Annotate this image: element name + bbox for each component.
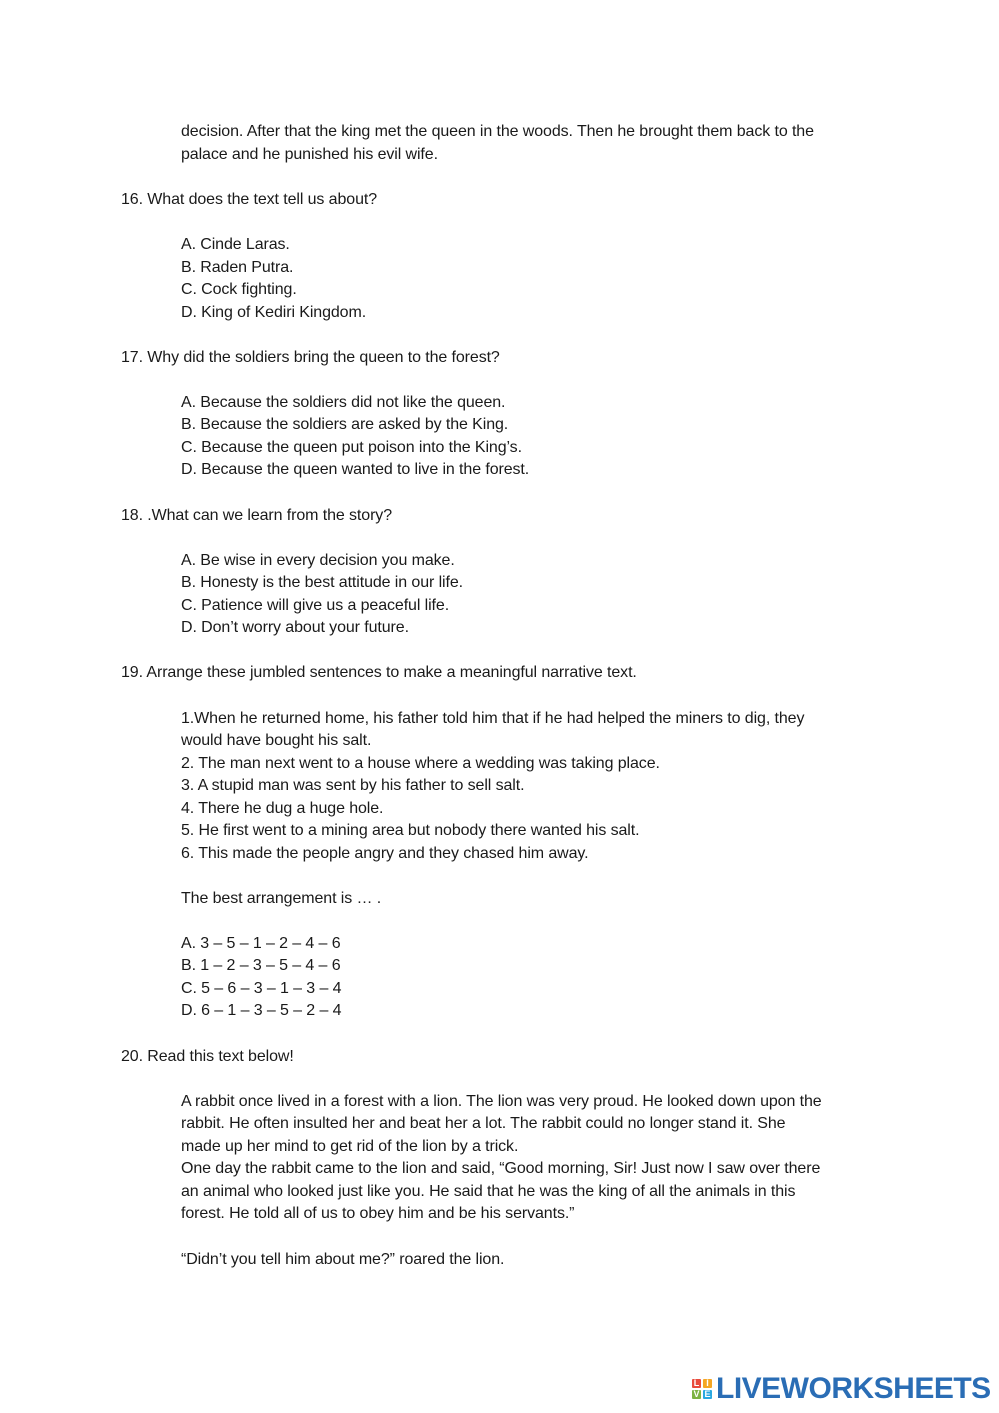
story-line: rabbit. He often insulted her and beat her a lot. The rabbit could no longer stand it. She (181, 1115, 786, 1132)
jumbled-sentence: 2. The man next went to a house where a wedding was taking place. (181, 755, 660, 772)
logo-mark-letter: I (703, 1379, 712, 1388)
q16-option-b[interactable]: B. Raden Putra. (181, 259, 294, 276)
logo-mark-letter: V (693, 1389, 700, 1399)
story-line: made up her mind to get rid of the lion by a trick. (181, 1138, 519, 1155)
question-20-stem: 20. Read this text below! (121, 1048, 294, 1065)
liveworksheets-logo-icon (692, 1375, 714, 1403)
question-16-stem: 16. What does the text tell us about? (121, 191, 378, 208)
story-line: One day the rabbit came to the lion and said, “Good morning, Sir! Just now I saw over there (181, 1160, 821, 1177)
jumbled-sentence: would have bought his salt. (181, 732, 372, 749)
q16-option-a[interactable]: A. Cinde Laras. (181, 236, 290, 253)
question-19-stem: 19. Arrange these jumbled sentences to make a meaningful narrative text. (121, 664, 637, 681)
q16-option-c[interactable]: C. Cock fighting. (181, 281, 297, 298)
passage-line: decision. After that the king met the queen in the woods. Then he brought them back to the (181, 123, 814, 140)
question-18-stem: 18. .What can we learn from the story? (121, 507, 392, 524)
liveworksheets-logo (692, 1372, 991, 1406)
question-17-stem: 17. Why did the soldiers bring the queen to the forest? (121, 349, 500, 366)
q17-option-c[interactable]: C. Because the queen put poison into the King’s. (181, 439, 522, 456)
q19-option-d[interactable]: D. 6 – 1 – 3 – 5 – 2 – 4 (181, 1002, 342, 1019)
jumbled-sentence: 4. There he dug a huge hole. (181, 800, 384, 817)
logo-wordmark: LIVEWORKSHEETS (716, 1372, 991, 1405)
q18-option-c[interactable]: C. Patience will give us a peaceful life. (181, 597, 450, 614)
jumbled-sentence: 6. This made the people angry and they chased him away. (181, 845, 589, 862)
arrangement-prompt: The best arrangement is … . (181, 890, 382, 907)
jumbled-sentence: 5. He first went to a mining area but nobody there wanted his salt. (181, 822, 640, 839)
q16-option-d[interactable]: D. King of Kediri Kingdom. (181, 304, 367, 321)
q18-option-b[interactable]: B. Honesty is the best attitude in our life. (181, 574, 463, 591)
q17-option-a[interactable]: A. Because the soldiers did not like the queen. (181, 394, 506, 411)
story-line: an animal who looked just like you. He said that he was the king of all the animals in this (181, 1183, 796, 1200)
passage-line: palace and he punished his evil wife. (181, 146, 438, 163)
story-line: forest. He told all of us to obey him and be his servants.” (181, 1205, 575, 1222)
q19-option-b[interactable]: B. 1 – 2 – 3 – 5 – 4 – 6 (181, 957, 341, 974)
logo-mark-letter: L (693, 1378, 700, 1388)
q17-option-d[interactable]: D. Because the queen wanted to live in the forest. (181, 461, 530, 478)
q17-option-b[interactable]: B. Because the soldiers are asked by the King. (181, 416, 509, 433)
story-dialogue: “Didn’t you tell him about me?” roared the lion. (181, 1251, 505, 1268)
q19-option-c[interactable]: C. 5 – 6 – 3 – 1 – 3 – 4 (181, 980, 342, 997)
q19-option-a[interactable]: A. 3 – 5 – 1 – 2 – 4 – 6 (181, 935, 341, 952)
logo-mark-letter: E (704, 1389, 711, 1399)
jumbled-sentence: 3. A stupid man was sent by his father to sell salt. (181, 777, 525, 794)
q18-option-a[interactable]: A. Be wise in every decision you make. (181, 552, 455, 569)
jumbled-sentence: 1.When he returned home, his father told him that if he had helped the miners to dig, they (181, 710, 805, 727)
story-line: A rabbit once lived in a forest with a lion. The lion was very proud. He looked down upon the (181, 1093, 822, 1110)
q18-option-d[interactable]: D. Don’t worry about your future. (181, 619, 409, 636)
